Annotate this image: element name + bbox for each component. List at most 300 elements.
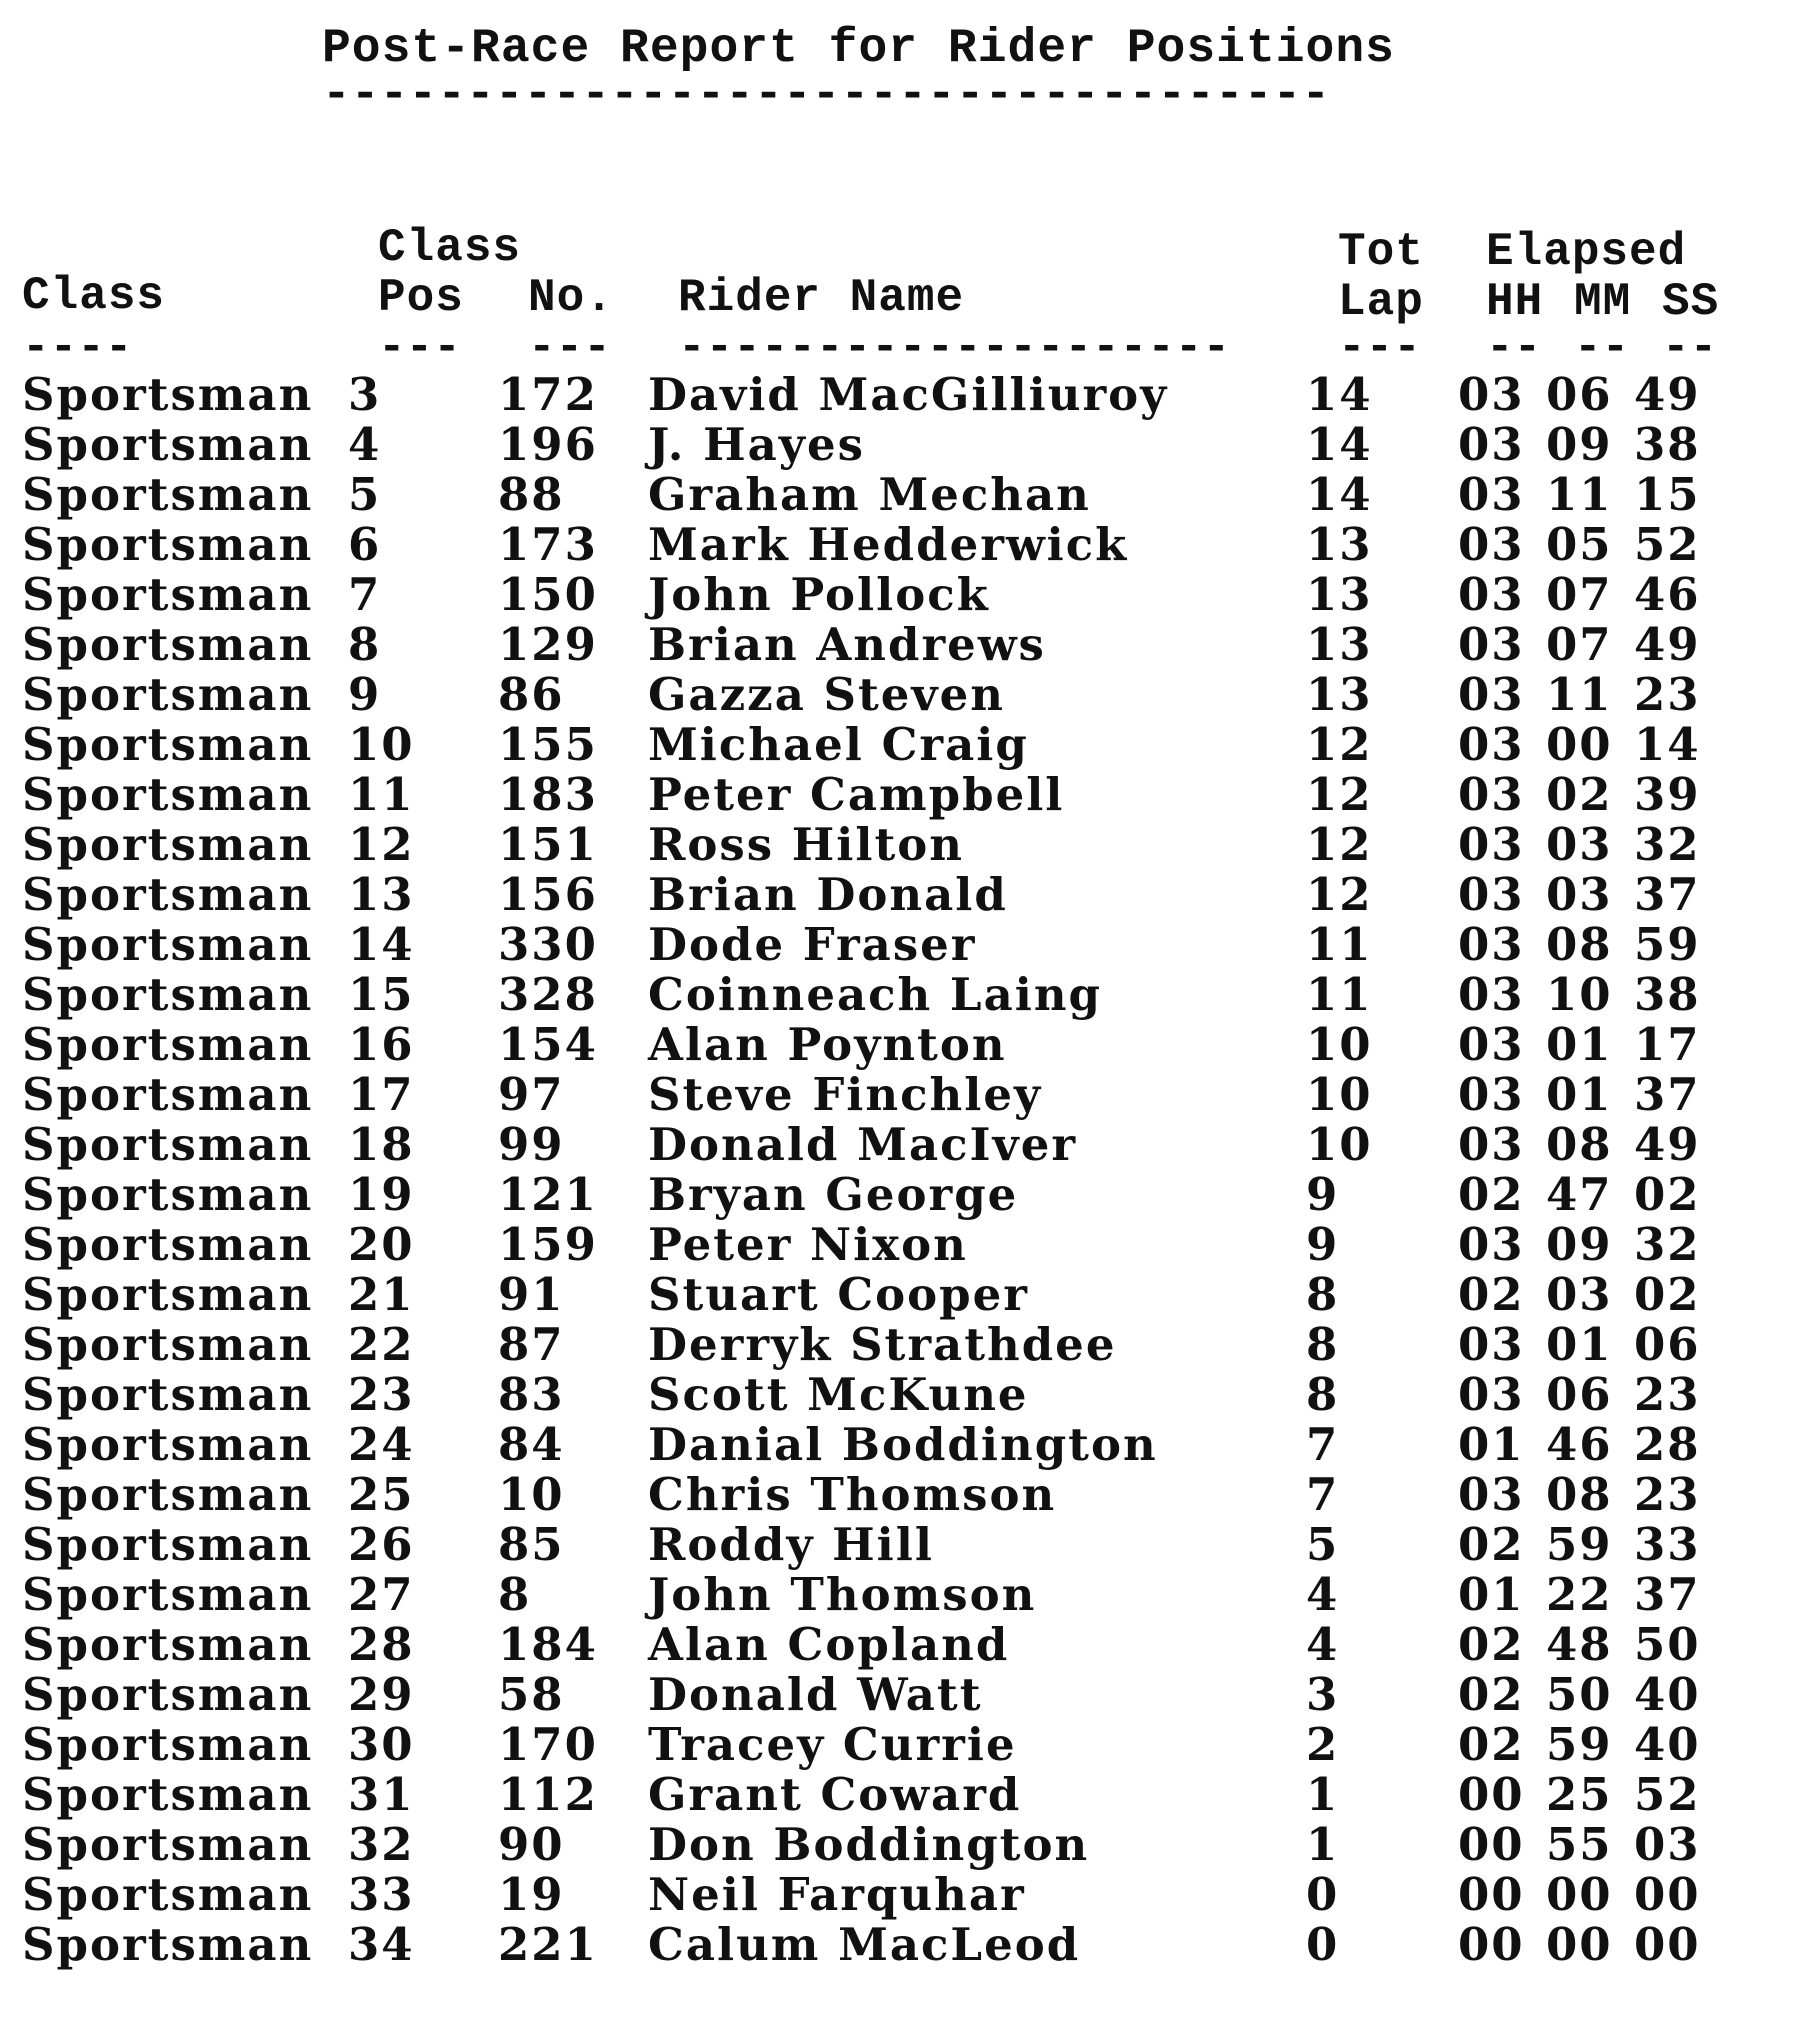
cell-elapsed-seconds: 23 xyxy=(1634,1468,1701,1521)
cell-elapsed-seconds: 59 xyxy=(1634,918,1701,971)
cell-class-pos: 31 xyxy=(348,1768,415,1821)
cell-class-pos: 23 xyxy=(348,1368,415,1421)
cell-elapsed-minutes: 00 xyxy=(1546,718,1613,771)
cell-rider-name: Brian Andrews xyxy=(648,618,1046,671)
cell-elapsed-seconds: 06 xyxy=(1634,1318,1701,1371)
table-row xyxy=(0,570,1800,620)
cell-class: Sportsman xyxy=(22,1718,314,1771)
cell-total-laps: 13 xyxy=(1306,568,1373,621)
cell-elapsed-minutes: 08 xyxy=(1546,1468,1613,1521)
cell-rider-number: 84 xyxy=(498,1418,565,1471)
cell-elapsed-minutes: 01 xyxy=(1546,1068,1613,1121)
table-row xyxy=(0,1120,1800,1170)
cell-class-pos: 7 xyxy=(348,568,382,621)
cell-elapsed-minutes: 50 xyxy=(1546,1668,1613,1721)
cell-elapsed-seconds: 23 xyxy=(1634,1368,1701,1421)
cell-total-laps: 12 xyxy=(1306,818,1373,871)
cell-elapsed-seconds: 40 xyxy=(1634,1668,1701,1721)
cell-class: Sportsman xyxy=(22,1468,314,1521)
header-lap: Lap xyxy=(1338,276,1424,328)
cell-elapsed-hours: 01 xyxy=(1458,1568,1525,1621)
header-class-pos-top: Class xyxy=(378,222,522,274)
cell-rider-number: 172 xyxy=(498,368,598,421)
cell-rider-number: 155 xyxy=(498,718,598,771)
cell-class-pos: 6 xyxy=(348,518,382,571)
cell-rider-name: Gazza Steven xyxy=(648,668,1005,721)
cell-class: Sportsman xyxy=(22,1418,314,1471)
cell-elapsed-minutes: 22 xyxy=(1546,1568,1613,1621)
header-mm: MM xyxy=(1574,276,1632,328)
cell-class: Sportsman xyxy=(22,518,314,571)
cell-rider-name: Michael Craig xyxy=(648,718,1029,771)
table-row xyxy=(0,1920,1800,1970)
cell-elapsed-minutes: 10 xyxy=(1546,968,1613,1021)
cell-class: Sportsman xyxy=(22,1768,314,1821)
cell-class: Sportsman xyxy=(22,1168,314,1221)
cell-total-laps: 4 xyxy=(1306,1568,1340,1621)
cell-elapsed-minutes: 05 xyxy=(1546,518,1613,571)
cell-rider-number: 154 xyxy=(498,1018,598,1071)
cell-rider-name: Bryan George xyxy=(648,1168,1019,1221)
cell-elapsed-seconds: 17 xyxy=(1634,1018,1701,1071)
cell-rider-number: 330 xyxy=(498,918,598,971)
table-row xyxy=(0,1170,1800,1220)
cell-rider-name: Steve Finchley xyxy=(648,1068,1043,1121)
table-row xyxy=(0,470,1800,520)
cell-elapsed-hours: 03 xyxy=(1458,468,1525,521)
cell-rider-number: 221 xyxy=(498,1918,598,1971)
cell-class: Sportsman xyxy=(22,1818,314,1871)
cell-class: Sportsman xyxy=(22,718,314,771)
table-row xyxy=(0,1820,1800,1870)
cell-elapsed-seconds: 50 xyxy=(1634,1618,1701,1671)
cell-rider-number: 90 xyxy=(498,1818,565,1871)
cell-elapsed-minutes: 25 xyxy=(1546,1768,1613,1821)
table-row xyxy=(0,970,1800,1020)
cell-rider-name: Coinneach Laing xyxy=(648,968,1103,1021)
rule-lap: --- xyxy=(1338,322,1421,374)
cell-class: Sportsman xyxy=(22,1218,314,1271)
cell-total-laps: 8 xyxy=(1306,1318,1340,1371)
cell-class: Sportsman xyxy=(22,418,314,471)
cell-class: Sportsman xyxy=(22,568,314,621)
cell-elapsed-seconds: 37 xyxy=(1634,1068,1701,1121)
cell-elapsed-seconds: 52 xyxy=(1634,518,1701,571)
cell-elapsed-hours: 03 xyxy=(1458,1218,1525,1271)
table-row xyxy=(0,1020,1800,1070)
cell-class-pos: 12 xyxy=(348,818,415,871)
rule-pos: --- xyxy=(378,322,461,374)
cell-class-pos: 14 xyxy=(348,918,415,971)
cell-rider-name: Grant Coward xyxy=(648,1768,1022,1821)
cell-total-laps: 12 xyxy=(1306,718,1373,771)
cell-class: Sportsman xyxy=(22,1918,314,1971)
table-row xyxy=(0,770,1800,820)
rule-name: -------------------- xyxy=(678,322,1231,374)
rule-ss: -- xyxy=(1662,322,1718,374)
cell-elapsed-minutes: 59 xyxy=(1546,1518,1613,1571)
table-row xyxy=(0,1720,1800,1770)
cell-rider-number: 150 xyxy=(498,568,598,621)
cell-rider-number: 112 xyxy=(498,1768,598,1821)
cell-rider-name: Alan Poynton xyxy=(648,1018,1007,1071)
cell-elapsed-seconds: 39 xyxy=(1634,768,1701,821)
cell-total-laps: 13 xyxy=(1306,668,1373,721)
cell-rider-name: Peter Nixon xyxy=(648,1218,968,1271)
table-row xyxy=(0,1570,1800,1620)
cell-elapsed-hours: 00 xyxy=(1458,1818,1525,1871)
cell-elapsed-minutes: 06 xyxy=(1546,1368,1613,1421)
title-underline: ----------------------------------- xyxy=(322,68,1331,122)
cell-class: Sportsman xyxy=(22,468,314,521)
cell-rider-number: 99 xyxy=(498,1118,565,1171)
cell-total-laps: 10 xyxy=(1306,1068,1373,1121)
cell-class-pos: 4 xyxy=(348,418,382,471)
cell-elapsed-minutes: 59 xyxy=(1546,1718,1613,1771)
cell-class: Sportsman xyxy=(22,1668,314,1721)
cell-elapsed-seconds: 40 xyxy=(1634,1718,1701,1771)
header-pos: Pos xyxy=(378,272,464,324)
cell-elapsed-minutes: 08 xyxy=(1546,918,1613,971)
cell-elapsed-seconds: 33 xyxy=(1634,1518,1701,1571)
cell-elapsed-hours: 03 xyxy=(1458,368,1525,421)
cell-class: Sportsman xyxy=(22,1568,314,1621)
cell-total-laps: 13 xyxy=(1306,518,1373,571)
cell-class-pos: 13 xyxy=(348,868,415,921)
cell-elapsed-seconds: 38 xyxy=(1634,968,1701,1021)
table-row xyxy=(0,1470,1800,1520)
cell-elapsed-hours: 02 xyxy=(1458,1618,1525,1671)
cell-class-pos: 9 xyxy=(348,668,382,721)
cell-class: Sportsman xyxy=(22,918,314,971)
cell-total-laps: 7 xyxy=(1306,1468,1340,1521)
cell-class: Sportsman xyxy=(22,868,314,921)
cell-rider-number: 91 xyxy=(498,1268,565,1321)
cell-class-pos: 10 xyxy=(348,718,415,771)
cell-class: Sportsman xyxy=(22,1068,314,1121)
cell-rider-number: 183 xyxy=(498,768,598,821)
cell-rider-name: Donald MacIver xyxy=(648,1118,1078,1171)
cell-elapsed-minutes: 03 xyxy=(1546,868,1613,921)
cell-total-laps: 0 xyxy=(1306,1918,1340,1971)
table-row xyxy=(0,420,1800,470)
header-rider-name: Rider Name xyxy=(678,272,965,324)
cell-total-laps: 9 xyxy=(1306,1168,1340,1221)
cell-elapsed-hours: 03 xyxy=(1458,418,1525,471)
cell-total-laps: 14 xyxy=(1306,468,1373,521)
cell-rider-name: John Thomson xyxy=(648,1568,1037,1621)
cell-class-pos: 17 xyxy=(348,1068,415,1121)
cell-elapsed-seconds: 37 xyxy=(1634,1568,1701,1621)
cell-elapsed-seconds: 46 xyxy=(1634,568,1701,621)
header-no: No. xyxy=(528,272,614,324)
cell-rider-name: Graham Mechan xyxy=(648,468,1091,521)
cell-rider-name: Alan Copland xyxy=(648,1618,1010,1671)
cell-class-pos: 34 xyxy=(348,1918,415,1971)
cell-total-laps: 0 xyxy=(1306,1868,1340,1921)
cell-total-laps: 14 xyxy=(1306,368,1373,421)
cell-class-pos: 28 xyxy=(348,1618,415,1671)
cell-total-laps: 12 xyxy=(1306,768,1373,821)
cell-class: Sportsman xyxy=(22,1118,314,1171)
report-title: Post-Race Report for Rider Positions xyxy=(322,22,1395,76)
cell-elapsed-hours: 03 xyxy=(1458,518,1525,571)
cell-elapsed-seconds: 23 xyxy=(1634,668,1701,721)
cell-elapsed-hours: 03 xyxy=(1458,1368,1525,1421)
cell-elapsed-minutes: 01 xyxy=(1546,1018,1613,1071)
cell-class: Sportsman xyxy=(22,968,314,1021)
cell-elapsed-hours: 03 xyxy=(1458,1118,1525,1171)
cell-total-laps: 11 xyxy=(1306,918,1373,971)
cell-rider-name: Tracey Currie xyxy=(648,1718,1017,1771)
cell-elapsed-seconds: 00 xyxy=(1634,1918,1701,1971)
cell-rider-number: 121 xyxy=(498,1168,598,1221)
cell-elapsed-hours: 00 xyxy=(1458,1768,1525,1821)
cell-elapsed-minutes: 55 xyxy=(1546,1818,1613,1871)
cell-class: Sportsman xyxy=(22,1268,314,1321)
cell-elapsed-hours: 02 xyxy=(1458,1268,1525,1321)
cell-rider-number: 170 xyxy=(498,1718,598,1771)
cell-elapsed-seconds: 00 xyxy=(1634,1868,1701,1921)
cell-rider-number: 88 xyxy=(498,468,565,521)
cell-class-pos: 22 xyxy=(348,1318,415,1371)
cell-elapsed-minutes: 11 xyxy=(1546,668,1613,721)
cell-rider-name: Calum MacLeod xyxy=(648,1918,1081,1971)
cell-elapsed-minutes: 03 xyxy=(1546,818,1613,871)
cell-elapsed-seconds: 49 xyxy=(1634,1118,1701,1171)
cell-total-laps: 5 xyxy=(1306,1518,1340,1571)
table-row xyxy=(0,520,1800,570)
cell-class-pos: 16 xyxy=(348,1018,415,1071)
table-row xyxy=(0,720,1800,770)
cell-class: Sportsman xyxy=(22,1518,314,1571)
table-row xyxy=(0,920,1800,970)
cell-class: Sportsman xyxy=(22,1318,314,1371)
cell-elapsed-minutes: 02 xyxy=(1546,768,1613,821)
cell-elapsed-hours: 03 xyxy=(1458,818,1525,871)
cell-rider-number: 86 xyxy=(498,668,565,721)
cell-elapsed-hours: 03 xyxy=(1458,1068,1525,1121)
cell-rider-name: Don Boddington xyxy=(648,1818,1090,1871)
cell-class-pos: 15 xyxy=(348,968,415,1021)
cell-total-laps: 8 xyxy=(1306,1268,1340,1321)
cell-elapsed-hours: 02 xyxy=(1458,1718,1525,1771)
cell-elapsed-hours: 03 xyxy=(1458,1468,1525,1521)
cell-total-laps: 1 xyxy=(1306,1768,1340,1821)
cell-total-laps: 7 xyxy=(1306,1418,1340,1471)
cell-rider-name: J. Hayes xyxy=(648,418,865,471)
cell-total-laps: 12 xyxy=(1306,868,1373,921)
cell-rider-name: Brian Donald xyxy=(648,868,1008,921)
rule-class: ---- xyxy=(22,322,133,374)
cell-elapsed-minutes: 00 xyxy=(1546,1868,1613,1921)
cell-class: Sportsman xyxy=(22,818,314,871)
cell-rider-number: 85 xyxy=(498,1518,565,1571)
cell-elapsed-minutes: 00 xyxy=(1546,1918,1613,1971)
cell-elapsed-hours: 03 xyxy=(1458,1018,1525,1071)
table-row xyxy=(0,1670,1800,1720)
cell-elapsed-hours: 03 xyxy=(1458,918,1525,971)
cell-total-laps: 11 xyxy=(1306,968,1373,1021)
cell-rider-number: 173 xyxy=(498,518,598,571)
cell-total-laps: 10 xyxy=(1306,1118,1373,1171)
cell-elapsed-minutes: 01 xyxy=(1546,1318,1613,1371)
cell-elapsed-hours: 00 xyxy=(1458,1868,1525,1921)
header-ss: SS xyxy=(1662,276,1720,328)
cell-rider-number: 151 xyxy=(498,818,598,871)
cell-elapsed-seconds: 32 xyxy=(1634,1218,1701,1271)
cell-elapsed-hours: 01 xyxy=(1458,1418,1525,1471)
cell-elapsed-minutes: 03 xyxy=(1546,1268,1613,1321)
cell-elapsed-hours: 02 xyxy=(1458,1168,1525,1221)
cell-rider-name: Dode Fraser xyxy=(648,918,977,971)
cell-elapsed-seconds: 02 xyxy=(1634,1168,1701,1221)
cell-class-pos: 33 xyxy=(348,1868,415,1921)
cell-elapsed-seconds: 32 xyxy=(1634,818,1701,871)
table-row xyxy=(0,1620,1800,1670)
cell-class-pos: 21 xyxy=(348,1268,415,1321)
cell-rider-number: 184 xyxy=(498,1618,598,1671)
cell-rider-name: Ross Hilton xyxy=(648,818,964,871)
cell-class: Sportsman xyxy=(22,1368,314,1421)
cell-class: Sportsman xyxy=(22,1868,314,1921)
cell-elapsed-hours: 02 xyxy=(1458,1518,1525,1571)
cell-total-laps: 4 xyxy=(1306,1618,1340,1671)
cell-class-pos: 18 xyxy=(348,1118,415,1171)
cell-elapsed-hours: 03 xyxy=(1458,768,1525,821)
table-row xyxy=(0,870,1800,920)
table-row xyxy=(0,820,1800,870)
cell-elapsed-hours: 03 xyxy=(1458,568,1525,621)
cell-rider-number: 97 xyxy=(498,1068,565,1121)
cell-elapsed-seconds: 28 xyxy=(1634,1418,1701,1471)
cell-elapsed-seconds: 14 xyxy=(1634,718,1701,771)
cell-elapsed-seconds: 52 xyxy=(1634,1768,1701,1821)
cell-elapsed-minutes: 06 xyxy=(1546,368,1613,421)
header-elapsed: Elapsed xyxy=(1486,226,1687,278)
cell-class-pos: 27 xyxy=(348,1568,415,1621)
cell-rider-name: Peter Campbell xyxy=(648,768,1065,821)
cell-total-laps: 3 xyxy=(1306,1668,1340,1721)
cell-elapsed-minutes: 09 xyxy=(1546,1218,1613,1271)
cell-elapsed-minutes: 08 xyxy=(1546,1118,1613,1171)
cell-total-laps: 8 xyxy=(1306,1368,1340,1421)
cell-elapsed-seconds: 37 xyxy=(1634,868,1701,921)
table-row xyxy=(0,1520,1800,1570)
cell-rider-name: Mark Hedderwick xyxy=(648,518,1129,571)
table-row xyxy=(0,1270,1800,1320)
cell-class-pos: 3 xyxy=(348,368,382,421)
table-row xyxy=(0,1220,1800,1270)
table-row xyxy=(0,1770,1800,1820)
cell-total-laps: 14 xyxy=(1306,418,1373,471)
cell-elapsed-minutes: 47 xyxy=(1546,1168,1613,1221)
cell-rider-number: 83 xyxy=(498,1368,565,1421)
cell-rider-number: 58 xyxy=(498,1668,565,1721)
cell-class: Sportsman xyxy=(22,768,314,821)
cell-total-laps: 13 xyxy=(1306,618,1373,671)
rule-no: --- xyxy=(528,322,611,374)
results-table xyxy=(0,370,1800,1970)
cell-elapsed-minutes: 07 xyxy=(1546,618,1613,671)
cell-elapsed-hours: 00 xyxy=(1458,1918,1525,1971)
cell-rider-number: 328 xyxy=(498,968,598,1021)
cell-elapsed-seconds: 15 xyxy=(1634,468,1701,521)
cell-class-pos: 30 xyxy=(348,1718,415,1771)
cell-rider-number: 10 xyxy=(498,1468,565,1521)
table-row xyxy=(0,1320,1800,1370)
cell-rider-name: Stuart Cooper xyxy=(648,1268,1029,1321)
cell-elapsed-hours: 03 xyxy=(1458,868,1525,921)
cell-class: Sportsman xyxy=(22,668,314,721)
cell-elapsed-seconds: 49 xyxy=(1634,618,1701,671)
cell-elapsed-seconds: 49 xyxy=(1634,368,1701,421)
cell-elapsed-minutes: 07 xyxy=(1546,568,1613,621)
cell-class-pos: 26 xyxy=(348,1518,415,1571)
rule-hh: -- xyxy=(1486,322,1542,374)
cell-class: Sportsman xyxy=(22,1018,314,1071)
cell-class: Sportsman xyxy=(22,1618,314,1671)
cell-total-laps: 10 xyxy=(1306,1018,1373,1071)
cell-rider-number: 87 xyxy=(498,1318,565,1371)
cell-class-pos: 32 xyxy=(348,1818,415,1871)
cell-class-pos: 11 xyxy=(348,768,415,821)
cell-elapsed-seconds: 02 xyxy=(1634,1268,1701,1321)
cell-class-pos: 25 xyxy=(348,1468,415,1521)
cell-class-pos: 5 xyxy=(348,468,382,521)
cell-rider-number: 8 xyxy=(498,1568,532,1621)
cell-rider-name: Derryk Strathdee xyxy=(648,1318,1117,1371)
table-row xyxy=(0,1870,1800,1920)
cell-elapsed-hours: 03 xyxy=(1458,968,1525,1021)
cell-class-pos: 19 xyxy=(348,1168,415,1221)
header-class: Class xyxy=(22,270,166,322)
table-row xyxy=(0,1370,1800,1420)
cell-rider-name: John Pollock xyxy=(648,568,990,621)
cell-rider-name: Scott McKune xyxy=(648,1368,1029,1421)
cell-rider-number: 196 xyxy=(498,418,598,471)
table-row xyxy=(0,370,1800,420)
cell-rider-name: Danial Boddington xyxy=(648,1418,1158,1471)
cell-rider-number: 129 xyxy=(498,618,598,671)
cell-elapsed-seconds: 03 xyxy=(1634,1818,1701,1871)
cell-class-pos: 24 xyxy=(348,1418,415,1471)
cell-class: Sportsman xyxy=(22,368,314,421)
cell-rider-name: Roddy Hill xyxy=(648,1518,934,1571)
cell-class-pos: 20 xyxy=(348,1218,415,1271)
cell-total-laps: 9 xyxy=(1306,1218,1340,1271)
table-row xyxy=(0,620,1800,670)
cell-rider-name: David MacGilliuroy xyxy=(648,368,1169,421)
cell-elapsed-hours: 03 xyxy=(1458,1318,1525,1371)
cell-total-laps: 2 xyxy=(1306,1718,1340,1771)
cell-elapsed-hours: 03 xyxy=(1458,668,1525,721)
cell-class: Sportsman xyxy=(22,618,314,671)
header-hh: HH xyxy=(1486,276,1544,328)
cell-elapsed-hours: 03 xyxy=(1458,618,1525,671)
cell-class-pos: 8 xyxy=(348,618,382,671)
cell-rider-number: 159 xyxy=(498,1218,598,1271)
cell-total-laps: 1 xyxy=(1306,1818,1340,1871)
cell-rider-name: Chris Thomson xyxy=(648,1468,1057,1521)
cell-rider-name: Donald Watt xyxy=(648,1668,983,1721)
cell-rider-number: 156 xyxy=(498,868,598,921)
cell-class-pos: 29 xyxy=(348,1668,415,1721)
cell-elapsed-minutes: 46 xyxy=(1546,1418,1613,1471)
cell-elapsed-hours: 03 xyxy=(1458,718,1525,771)
table-row xyxy=(0,1070,1800,1120)
cell-elapsed-seconds: 38 xyxy=(1634,418,1701,471)
